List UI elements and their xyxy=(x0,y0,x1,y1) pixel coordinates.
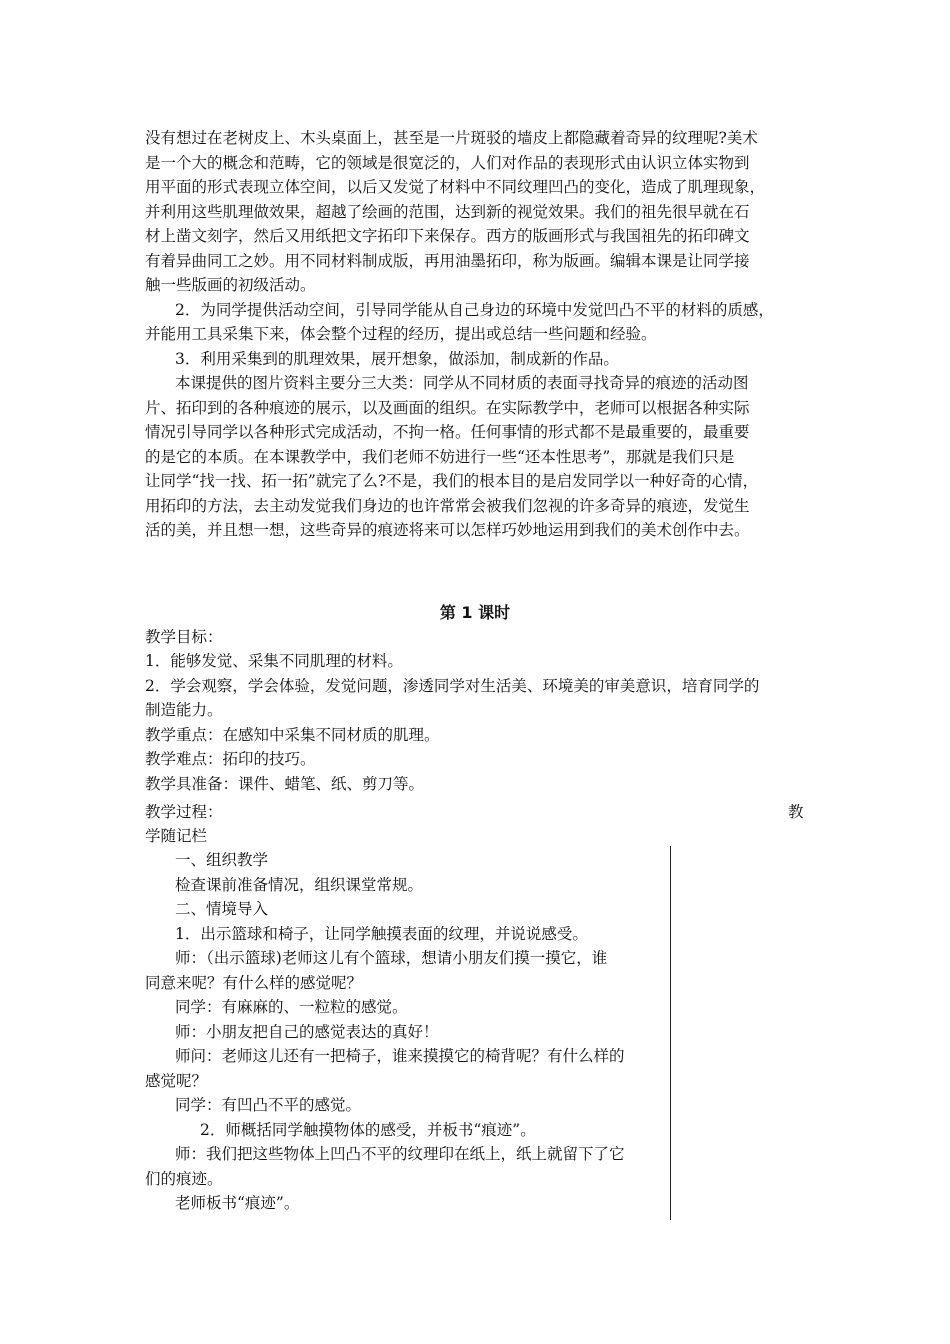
intro-line: 触一些版画的初级活动。 xyxy=(145,276,316,294)
intro-line: 让同学“找一找、拓一拓”就完了么?不是，我们的根本目的是启发同学以一种好奇的心情， xyxy=(145,472,759,490)
intro-line: 片、拓印到的各种痕迹的展示，以及画面的组织。在实际教学中，老师可以根据各种实际 xyxy=(145,399,750,417)
process-line: 1．出示篮球和椅子，让同学触摸表面的纹理，并说说感受。 xyxy=(175,925,588,943)
process-line: 们的痕迹。 xyxy=(145,1170,223,1188)
intro-line: 活的美，并且想一想，这些奇异的痕迹将来可以怎样巧妙地运用到我们的美术创作中去。 xyxy=(145,521,750,539)
process-line: 师：（出示篮球)老师这儿有个篮球，想请小朋友们摸一摸它，谁 xyxy=(175,949,608,967)
objective-2-cont: 制造能力。 xyxy=(145,701,223,719)
objectives-heading: 教学目标： xyxy=(145,628,223,646)
intro-line: 材上凿文刻字，然后又用纸把文字拓印下来保存。西方的版画形式与我国祖先的拓印碑文 xyxy=(145,227,750,245)
intro-line: 并利用这些肌理做效果，超越了绘画的范围，达到新的视觉效果。我们的祖先很早就在石 xyxy=(145,203,750,221)
intro-item-2: 2．为同学提供活动空间，引导同学能从自己身边的环境中发觉凹凸不平的材料的质感， xyxy=(175,301,774,319)
process-heading: 教学过程： xyxy=(145,803,223,821)
process-line: 同学：有麻麻的、一粒粒的感觉。 xyxy=(175,998,408,1016)
key-point: 教学重点：在感知中采集不同材质的肌理。 xyxy=(145,726,440,744)
notes-column-label-end: 学随记栏 xyxy=(145,827,208,845)
objective-1: 1．能够发觉、采集不同肌理的材料。 xyxy=(145,652,403,670)
intro-line: 没有想过在老树皮上、木头桌面上，甚至是一片斑驳的墙皮上都隐藏着奇异的纹理呢?美术 xyxy=(145,129,758,147)
intro-line: 并能用工具采集下来，体会整个过程的经历，提出或总结一些问题和经验。 xyxy=(145,325,657,343)
process-step-heading: 二、情境导入 xyxy=(175,900,269,918)
intro-line: 情况引导同学以各种形式完成活动，不拘一格。任何事情的形式都不是最重要的，最重要 xyxy=(145,423,750,441)
notes-column-divider xyxy=(670,846,671,1220)
notes-column-label-start: 教 xyxy=(788,803,804,821)
intro-line: 用平面的形式表现立体空间，以后又发觉了材料中不同纹理凹凸的变化，造成了肌理现象， xyxy=(145,178,766,196)
difficulty: 教学难点：拓印的技巧。 xyxy=(145,750,316,768)
intro-item-3: 3．利用采集到的肌理效果，展开想象，做添加，制成新的作品。 xyxy=(175,350,619,368)
materials: 教学具准备：课件、蜡笔、纸、剪刀等。 xyxy=(145,775,425,793)
intro-line: 本课提供的图片资料主要分三大类：同学从不同材质的表面寻找奇异的痕迹的活动图 xyxy=(175,374,749,392)
objective-2: 2．学会观察，学会体验，发觉问题，渗透同学对生活美、环境美的审美意识，培育同学的 xyxy=(145,677,760,695)
intro-line: 用拓印的方法，去主动发觉我们身边的也许常常会被我们忽视的许多奇异的痕迹，发觉生 xyxy=(145,497,750,515)
process-line: 感觉呢？ xyxy=(145,1072,208,1090)
process-line: 老师板书“痕迹”。 xyxy=(175,1194,300,1212)
process-line: 师问：老师这儿还有一把椅子，谁来摸摸它的椅背呢？有什么样的 xyxy=(175,1047,625,1065)
process-line: 师：小朋友把自己的感觉表达的真好！ xyxy=(175,1023,439,1041)
intro-line: 是一个大的概念和范畴，它的领域是很宽泛的，人们对作品的表现形式由认识立体实物到 xyxy=(145,154,750,172)
process-step-heading: 一、组织教学 xyxy=(175,851,269,869)
process-line: 同意来呢？有什么样的感觉呢？ xyxy=(145,974,363,992)
process-line: 2．师概括同学触摸物体的感受，并板书“痕迹”。 xyxy=(200,1121,536,1139)
lesson-title: 第 1 课时 xyxy=(439,603,511,622)
intro-line: 的是它的本质。在本课教学中，我们老师不妨进行一些“还本性思考”，那就是我们只是 xyxy=(145,448,735,466)
process-line: 同学：有凹凸不平的感觉。 xyxy=(175,1096,362,1114)
process-line: 检查课前准备情况，组织课堂常规。 xyxy=(175,876,424,894)
intro-line: 有着异曲同工之妙。用不同材料制成版，再用油墨拓印，称为版画。编辑本课是让同学接 xyxy=(145,252,750,270)
process-line: 师：我们把这些物体上凹凸不平的纹理印在纸上，纸上就留下了它 xyxy=(175,1145,625,1163)
